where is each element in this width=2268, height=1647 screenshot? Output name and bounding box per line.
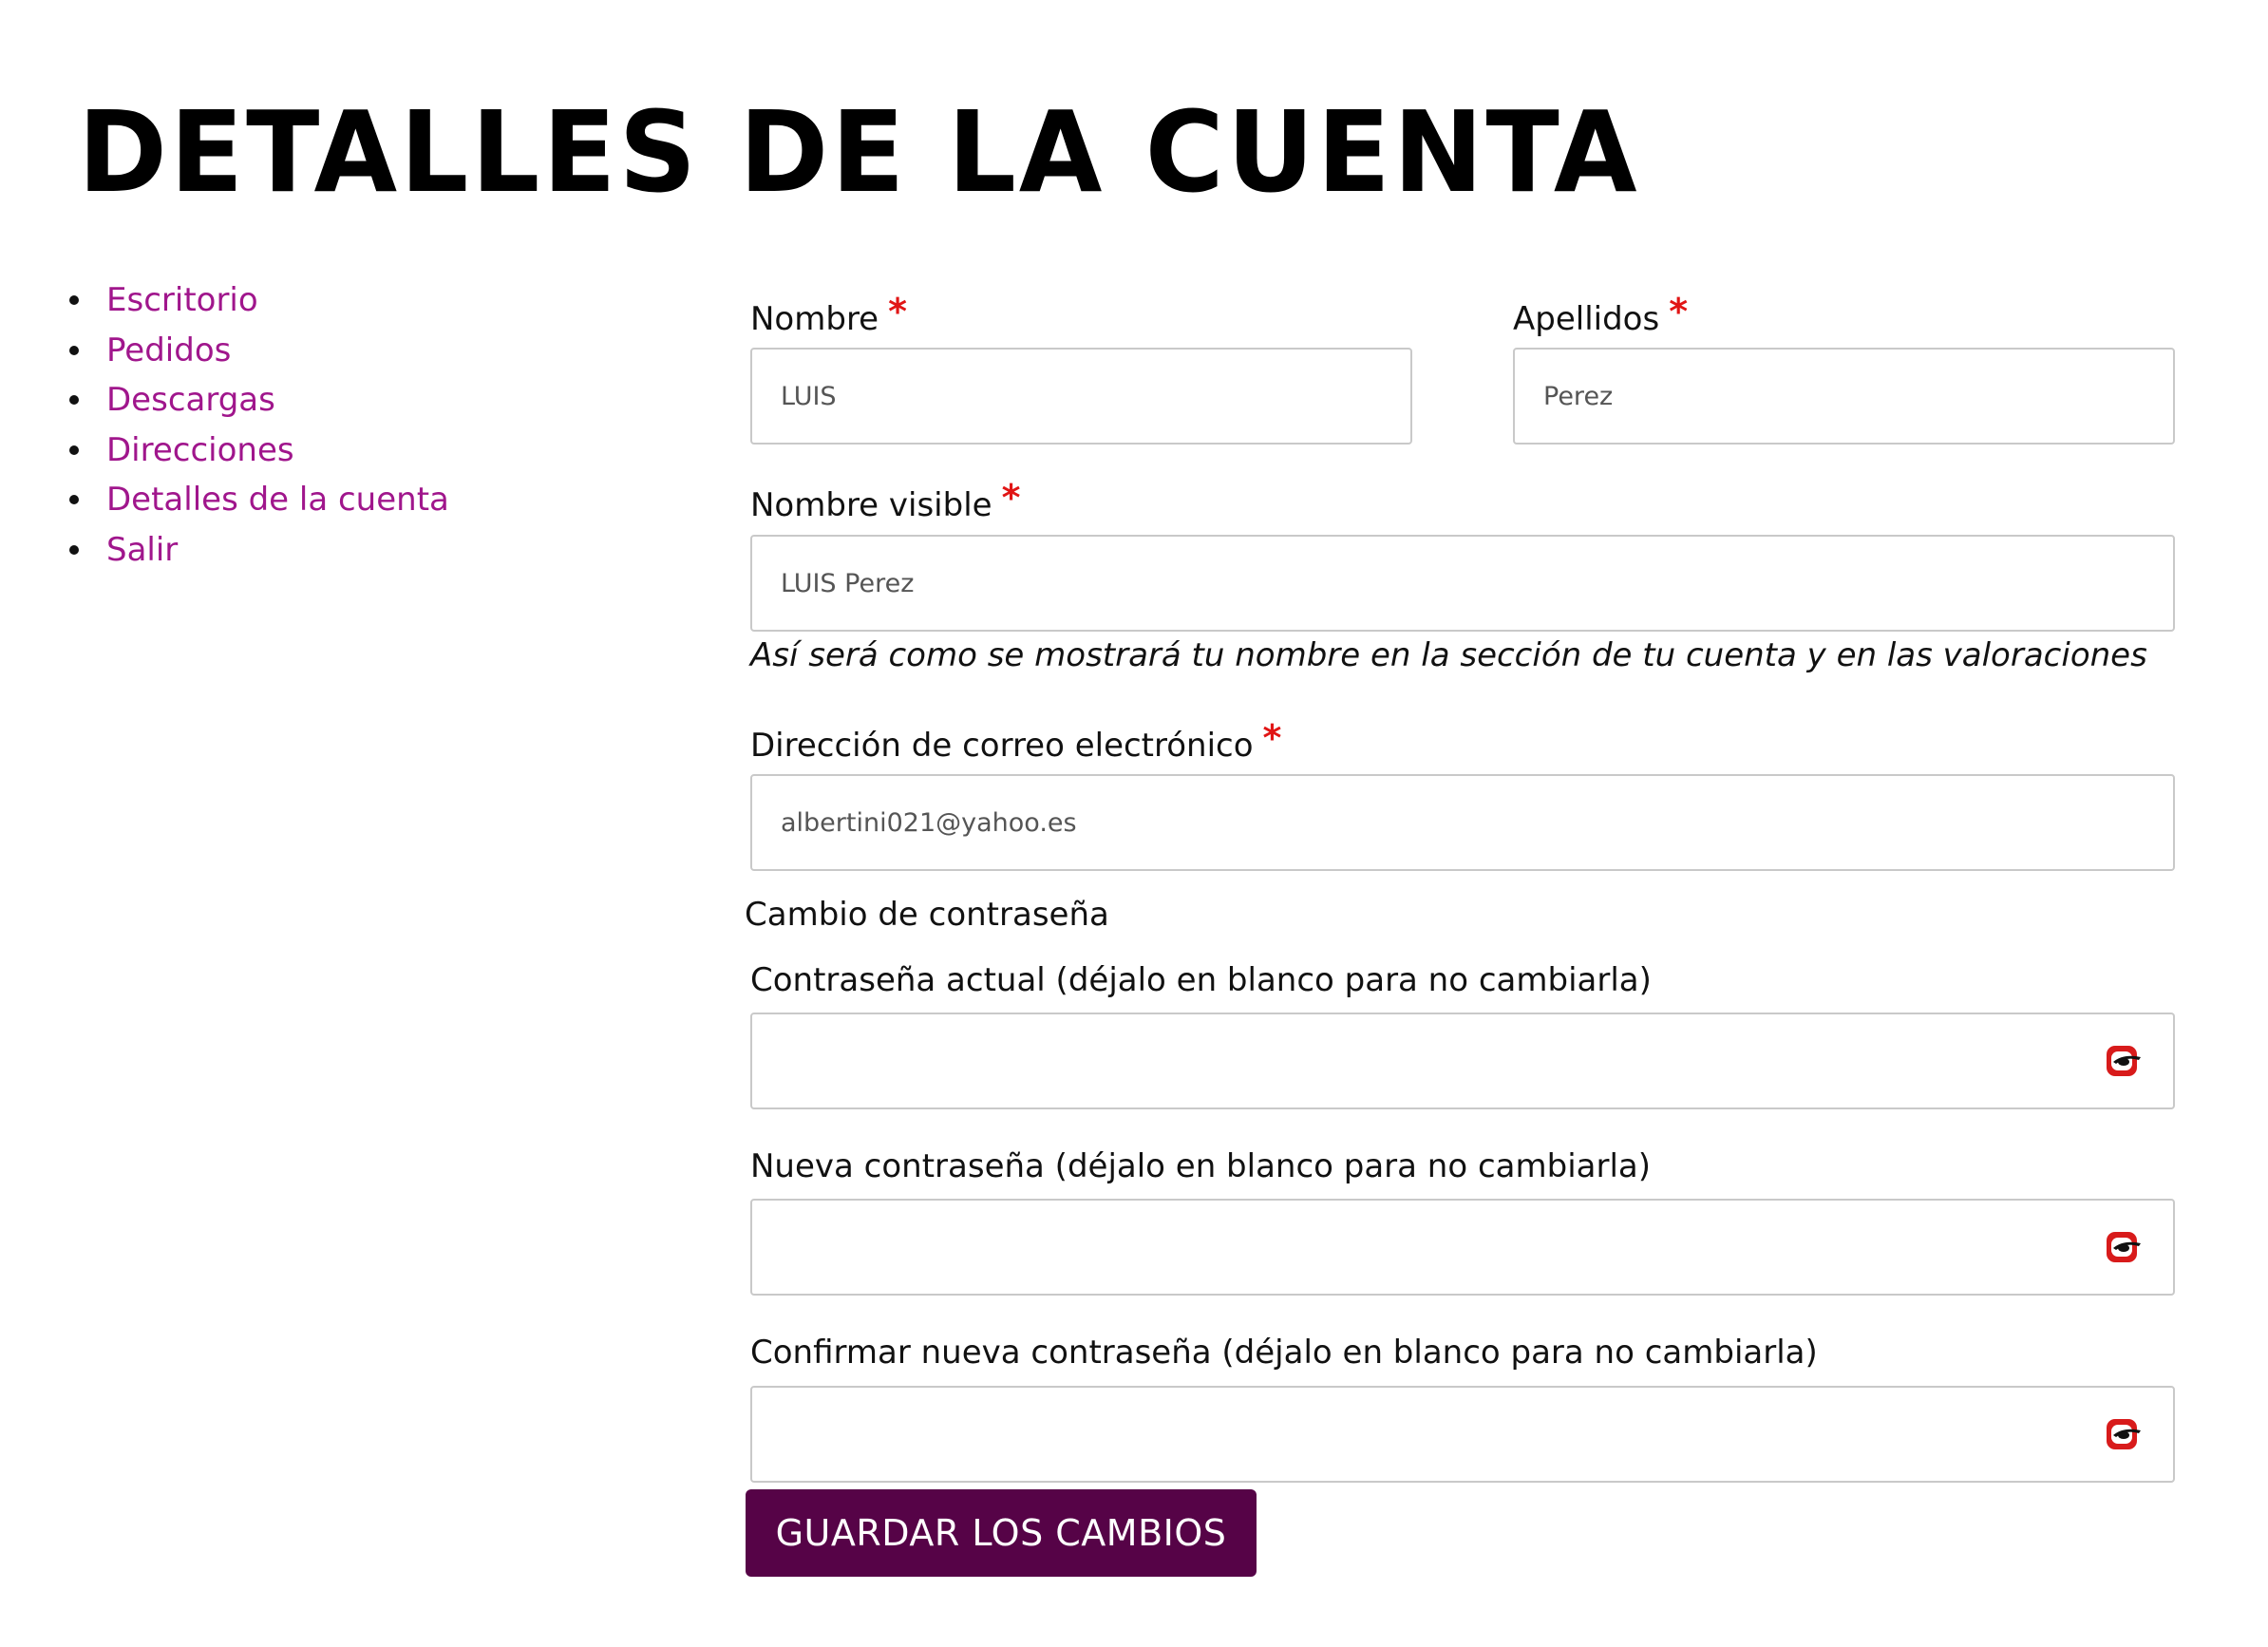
current-password-input[interactable] xyxy=(750,1013,2175,1109)
nav-link-direcciones[interactable]: Direcciones xyxy=(106,430,294,469)
last-name-label xyxy=(1513,291,1689,340)
display-name-hint: Así será como se mostrará tu nombre en la sección de tu cuenta y en las valoraciones xyxy=(750,636,2147,674)
email-label xyxy=(750,717,1282,767)
current-password-label: Contraseña actual (déjalo en blanco para no cambiarla) xyxy=(750,961,1652,999)
required-mark: * xyxy=(1262,717,1282,759)
required-mark: * xyxy=(1001,477,1021,519)
email-label-text: Dirección de correo electrónico xyxy=(750,727,1254,765)
nav-link-descargas[interactable]: Descargas xyxy=(106,381,275,419)
required-mark: * xyxy=(1669,291,1689,332)
display-name-label-text: Nombre visible xyxy=(750,486,992,524)
last-name-input[interactable] xyxy=(1513,348,2175,445)
eye-icon[interactable] xyxy=(2105,1417,2143,1451)
password-section-title: Cambio de contraseña xyxy=(745,896,1109,934)
required-mark: * xyxy=(888,291,907,332)
save-changes-button[interactable]: GUARDAR LOS CAMBIOS xyxy=(746,1489,1257,1577)
new-password-input[interactable] xyxy=(750,1199,2175,1296)
last-name-label-text: Apellidos xyxy=(1513,300,1660,338)
nav-link-pedidos[interactable]: Pedidos xyxy=(106,331,232,369)
first-name-input[interactable] xyxy=(750,348,1412,445)
nav-link-salir[interactable]: Salir xyxy=(106,530,179,569)
display-name-label xyxy=(750,477,1021,526)
confirm-password-input[interactable] xyxy=(750,1386,2175,1483)
display-name-input[interactable] xyxy=(750,535,2175,632)
eye-icon[interactable] xyxy=(2105,1044,2143,1078)
nav-link-detalles-cuenta[interactable]: Detalles de la cuenta xyxy=(106,481,449,519)
first-name-label-text: Nombre xyxy=(750,300,879,338)
eye-icon[interactable] xyxy=(2105,1230,2143,1264)
nav-link-escritorio[interactable]: Escritorio xyxy=(106,281,258,319)
email-input[interactable] xyxy=(750,774,2175,871)
confirm-password-label: Confirmar nueva contraseña (déjalo en blanco para no cambiarla) xyxy=(750,1334,1818,1372)
first-name-label xyxy=(750,291,907,340)
page-title: DETALLES DE LA CUENTA xyxy=(78,86,1640,218)
new-password-label: Nueva contraseña (déjalo en blanco para no cambiarla) xyxy=(750,1147,1651,1185)
